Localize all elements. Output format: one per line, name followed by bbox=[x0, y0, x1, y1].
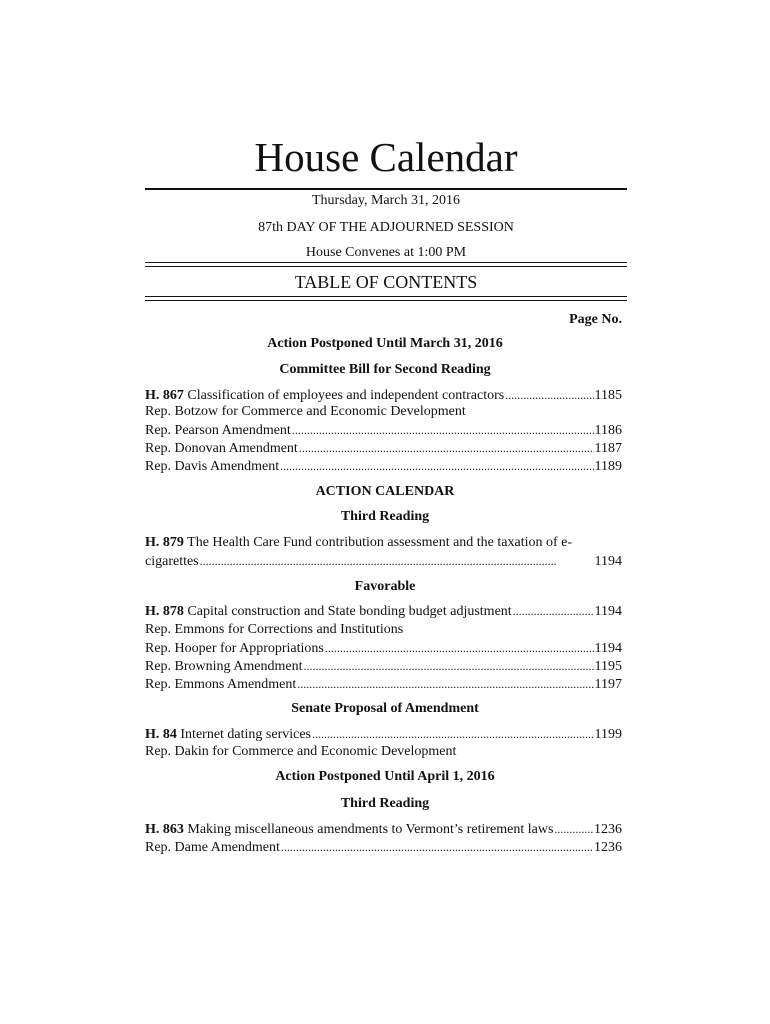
toc-entry-text bbox=[145, 743, 622, 761]
page-number: 1187 bbox=[594, 441, 622, 456]
page-title: House Calendar bbox=[254, 134, 518, 180]
page-number: 1194 bbox=[594, 641, 622, 656]
page-number: 1199 bbox=[594, 727, 622, 742]
committee-label: Rep. Hooper for Appropriations bbox=[145, 641, 324, 656]
section-subheading: Senate Proposal of Amendment bbox=[291, 701, 479, 716]
bill-title: The Health Care Fund contribution assessment and the taxation of e- bbox=[183, 535, 573, 550]
toc-entry-text bbox=[145, 621, 622, 639]
bill-title: Classification of employees and independent contractors bbox=[183, 388, 505, 403]
section-subheading: Committee Bill for Second Reading bbox=[279, 362, 491, 377]
leader-dots bbox=[505, 386, 593, 404]
calendar-date: Thursday, March 31, 2016 bbox=[311, 193, 460, 208]
page-number: 1185 bbox=[594, 388, 622, 403]
section-heading: Action Postponed Until March 31, 2016 bbox=[267, 336, 503, 351]
leader-dots bbox=[200, 552, 594, 570]
bill-number: H. 878 bbox=[145, 604, 184, 619]
toc-entry-pearson[interactable] bbox=[145, 421, 622, 440]
amendment-label: Rep. Browning Amendment bbox=[145, 659, 303, 674]
toc-entry-dame[interactable] bbox=[145, 838, 622, 857]
leader-dots bbox=[325, 639, 594, 657]
title-rule bbox=[145, 188, 627, 190]
bill-title: Capital construction and State bonding budget adjustment bbox=[183, 604, 512, 619]
page-number: 1189 bbox=[594, 459, 622, 474]
amendment-label: Rep. Donovan Amendment bbox=[145, 441, 298, 456]
committee-report: Rep. Dakin for Commerce and Economic Development bbox=[145, 744, 457, 759]
amendment-label: Rep. Pearson Amendment bbox=[145, 423, 291, 438]
toc-entry-h863[interactable] bbox=[145, 820, 622, 839]
page-number: 1186 bbox=[594, 423, 622, 438]
toc-entry-donovan[interactable] bbox=[145, 439, 622, 458]
page-number: 1197 bbox=[594, 677, 622, 692]
session-day: 87th DAY OF THE ADJOURNED SESSION bbox=[258, 220, 514, 235]
page-number: 1236 bbox=[594, 822, 622, 837]
leader-dots bbox=[292, 421, 594, 439]
toc-entry-h878[interactable] bbox=[145, 602, 622, 621]
page-number: 1194 bbox=[594, 604, 622, 619]
leader-dots bbox=[281, 838, 593, 856]
bill-title: Internet dating services bbox=[176, 727, 312, 742]
section-subheading: Favorable bbox=[354, 579, 416, 594]
leader-dots bbox=[280, 457, 593, 475]
section-subheading: Third Reading bbox=[340, 509, 430, 524]
committee-report: Rep. Emmons for Corrections and Institutions bbox=[145, 622, 404, 637]
leader-dots bbox=[297, 675, 593, 693]
header-double-rule bbox=[145, 262, 627, 267]
bill-number: H. 84 bbox=[145, 727, 177, 742]
page-number: 1195 bbox=[594, 659, 622, 674]
toc-entry-h84[interactable] bbox=[145, 725, 622, 744]
section-heading: Action Postponed Until April 1, 2016 bbox=[275, 769, 495, 784]
toc-entry-text bbox=[145, 403, 622, 421]
toc-title: TABLE OF CONTENTS bbox=[294, 272, 478, 292]
bill-number: H. 879 bbox=[145, 535, 184, 550]
leader-dots bbox=[513, 602, 594, 620]
convene-time: House Convenes at 1:00 PM bbox=[305, 245, 467, 260]
toc-entry-davis[interactable] bbox=[145, 457, 622, 476]
page-number: 1194 bbox=[594, 554, 622, 569]
bill-number: H. 867 bbox=[145, 388, 184, 403]
amendment-label: Rep. Davis Amendment bbox=[145, 459, 280, 474]
leader-dots bbox=[312, 725, 594, 743]
page-no-label: Page No. bbox=[569, 312, 622, 327]
committee-report: Rep. Botzow for Commerce and Economic Development bbox=[145, 404, 466, 419]
leader-dots bbox=[299, 439, 594, 457]
section-subheading: Third Reading bbox=[340, 796, 430, 811]
leader-dots bbox=[304, 657, 594, 675]
section-heading: ACTION CALENDAR bbox=[315, 484, 455, 499]
bill-title: Making miscellaneous amendments to Vermont’s retirement laws bbox=[183, 822, 554, 837]
page-number: 1236 bbox=[594, 840, 622, 855]
toc-entry-h879-cont[interactable] bbox=[145, 552, 622, 571]
toc-entry-h879[interactable] bbox=[145, 534, 622, 552]
amendment-label: Rep. Dame Amendment bbox=[145, 840, 280, 855]
amendment-label: Rep. Emmons Amendment bbox=[145, 677, 297, 692]
bill-number: H. 863 bbox=[145, 822, 184, 837]
leader-dots bbox=[554, 820, 593, 838]
toc-double-rule bbox=[145, 296, 627, 301]
toc-entry-hooper[interactable] bbox=[145, 639, 622, 658]
toc-entry-emmons[interactable] bbox=[145, 675, 622, 694]
bill-title-cont: cigarettes bbox=[145, 554, 199, 569]
toc-entry-browning[interactable] bbox=[145, 657, 622, 676]
